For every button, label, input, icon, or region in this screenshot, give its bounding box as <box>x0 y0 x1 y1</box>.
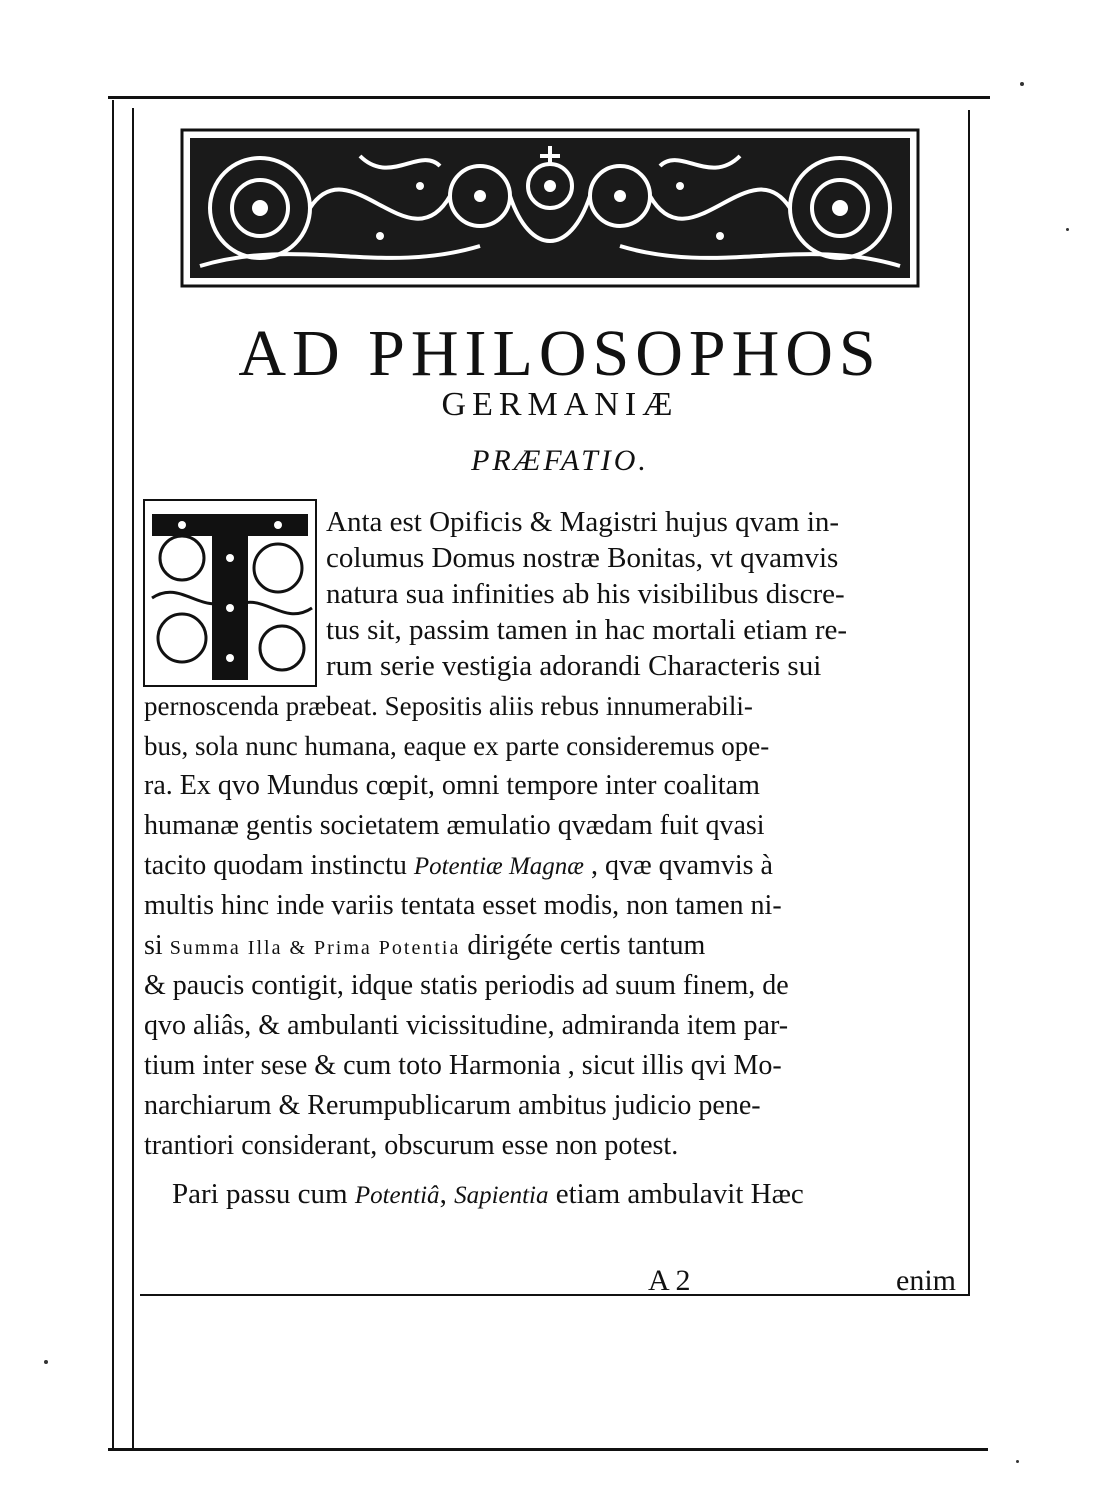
body-line: Anta est Opificis & Magistri hujus qvam in- <box>326 506 840 538</box>
text-run: Pari passu cum <box>172 1178 355 1210</box>
title-sub: GERMANIÆ <box>441 386 679 423</box>
left-outer-rule <box>112 100 114 1448</box>
italic-run: Potentiâ <box>354 1182 440 1209</box>
body-line: trantiori considerant, obscurum esse non potest. <box>144 1130 679 1161</box>
italic-run: Potentiæ Magnæ <box>413 853 584 880</box>
body-line: columus Domus nostræ Bonitas, vt qvamvis <box>326 542 839 574</box>
text-run: , <box>439 1178 455 1210</box>
body-line: narchiarum & Rerumpublicarum ambitus judicio pene- <box>144 1090 761 1121</box>
right-rule <box>968 110 970 1296</box>
body-line-potentia <box>144 848 773 885</box>
body-line: ra. Ex qvo Mundus cœpit, omni tempore inter coalitam <box>144 770 760 801</box>
body-line: natura sua infinities ab his visibilibus discre- <box>326 578 845 610</box>
signature-mark: A 2 <box>648 1264 691 1297</box>
scan-speck <box>1016 1460 1019 1463</box>
scan-speck <box>44 1360 48 1364</box>
text-run: dirigéte certis tantum <box>460 930 706 961</box>
body-line: & paucis contigit, idque statis periodis ad suum finem, de <box>144 970 789 1001</box>
body-line: bus, sola nunc humana, eaque ex parte consideremus ope- <box>144 731 770 761</box>
scan-speck <box>1020 82 1024 86</box>
bottom-rule <box>108 1448 988 1451</box>
preface-heading: PRÆFATIO. <box>471 444 649 477</box>
headpiece-ornament <box>180 126 920 290</box>
scan-speck <box>1066 228 1069 231</box>
body-line: tium inter sese & cum toto Harmonia , sicut illis qvi Mo- <box>144 1050 782 1081</box>
body-line: tus sit, passim tamen in hac mortali etiam re- <box>326 614 848 646</box>
body-line-summa <box>144 928 705 966</box>
text-run: tacito quodam instinctu <box>144 850 414 881</box>
text-run: si <box>144 930 170 961</box>
body-line-pari <box>172 1176 804 1214</box>
body-line: rum serie vestigia adorandi Characteris sui <box>326 650 822 682</box>
catchword: enim <box>896 1264 956 1297</box>
text-run: etiam ambulavit Hæc <box>548 1178 804 1210</box>
body-line: pernoscenda præbeat. Sepositis aliis rebus innumerabili- <box>144 691 753 721</box>
left-inner-rule <box>132 108 134 1448</box>
text-bottom-rule <box>140 1294 968 1296</box>
top-rule <box>108 96 990 99</box>
body-line: qvo aliâs, & ambulanti vicissitudine, admiranda item par- <box>144 1010 789 1041</box>
smallcaps-run: Summa Illa & Prima Potentia <box>169 937 461 959</box>
title-main: AD PHILOSOPHOS <box>238 317 882 390</box>
body-line: multis hinc inde variis tentata esset modis, non tamen ni- <box>144 890 782 921</box>
text-run: , qvæ qvamvis à <box>583 850 773 881</box>
decorated-initial-t <box>142 498 318 688</box>
italic-run: Sapientia <box>454 1182 549 1209</box>
body-line: humanæ gentis societatem æmulatio qvædam fuit qvasi <box>144 810 765 841</box>
